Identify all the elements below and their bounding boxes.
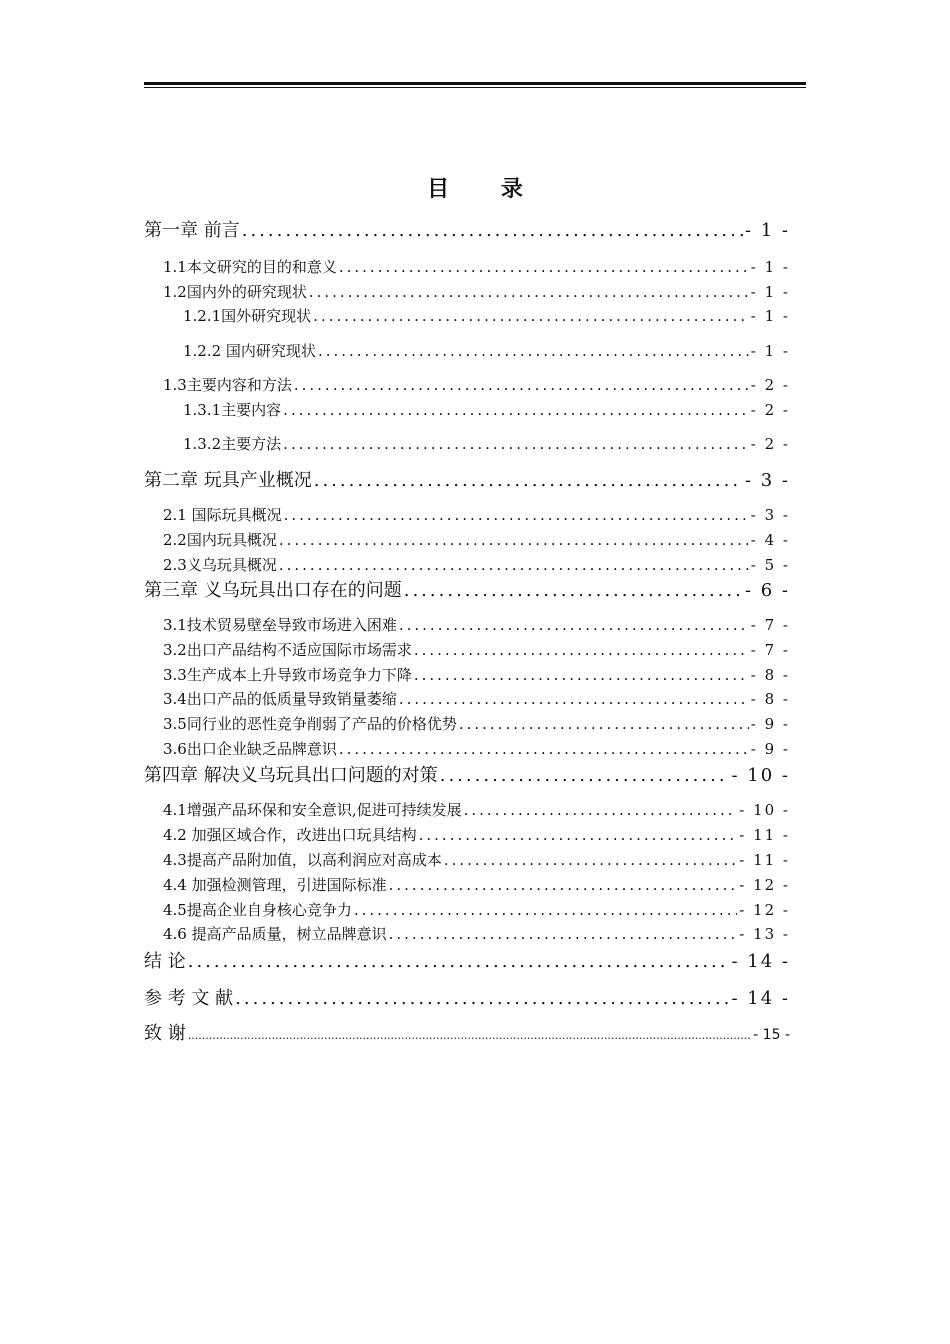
toc-entry-text: 参 考 文 献 [144, 988, 234, 1009]
toc-leader-dots [444, 851, 737, 869]
toc-entry-1-2[interactable] [163, 281, 790, 302]
toc-leader-dots [283, 401, 749, 419]
toc-entry-text: 3.6出口企业缺乏品牌意识 [163, 740, 337, 758]
toc-entry-page: - 13 - [739, 925, 790, 943]
toc-leader-dots [313, 307, 749, 325]
toc-entry-page: - 7 - [750, 616, 790, 634]
toc-entry-text: 4.1增强产品环保和安全意识,促进可持续发展 [163, 801, 462, 819]
toc-entry-references[interactable] [144, 984, 790, 1010]
toc-entry-4-6[interactable] [163, 923, 790, 944]
toc-entry-page: - 2 - [750, 435, 790, 453]
toc-entry-1-2-2[interactable] [183, 340, 790, 361]
toc-leader-dots [279, 531, 749, 549]
toc-entry-page: - 15 - [753, 1027, 790, 1043]
toc-entry-page: - 12 - [739, 901, 790, 919]
toc-entry-text: 第三章 义乌玩具出口存在的问题 [144, 580, 402, 601]
toc-leader-dots [419, 826, 738, 844]
toc-entry-page: - 2 - [750, 401, 790, 419]
toc-entry-page: - 12 - [739, 876, 790, 894]
toc-leader-dots [414, 641, 749, 659]
toc-entry-page: - 6 - [744, 580, 790, 601]
toc-leader-dots [188, 951, 730, 972]
toc-entry-text: 1.3主要内容和方法 [163, 376, 292, 394]
toc-leader-dots [339, 740, 749, 758]
toc-entry-text: 1.2.2 国内研究现状 [183, 342, 316, 360]
toc-entry-2-1[interactable] [163, 504, 790, 525]
toc-leader-dots [404, 580, 743, 601]
toc-entry-page: - 7 - [750, 641, 790, 659]
toc-entry-1-3[interactable] [163, 374, 790, 395]
toc-entry-3-6[interactable] [163, 738, 790, 759]
toc-entry-text: 1.3.2主要方法 [183, 435, 282, 453]
toc-entry-text: 2.3义乌玩具概况 [163, 556, 277, 574]
toc-entry-page: - 4 - [750, 531, 790, 549]
toc-entry-text: 3.1技术贸易壁垒导致市场进入困难 [163, 616, 397, 634]
toc-entry-4-2[interactable] [163, 824, 790, 845]
toc-entry-page: - 1 - [750, 258, 790, 276]
toc-leader-dots [188, 1029, 751, 1042]
toc-entry-text: 致 谢 [144, 1023, 186, 1044]
toc-leader-dots [339, 258, 749, 276]
toc-entry-page: - 1 - [750, 342, 790, 360]
toc-leader-dots [459, 715, 749, 733]
toc-entry-acknowledgements[interactable] [144, 1019, 790, 1045]
toc-entry-page: - 10 - [731, 765, 790, 786]
toc-entry-page: - 14 - [731, 988, 790, 1009]
toc-entry-text: 3.2出口产品结构不适应国际市场需求 [163, 641, 412, 659]
toc-entry-text: 4.3提高产品附加值，以高利润应对高成本 [163, 851, 442, 869]
toc-leader-dots [414, 666, 749, 684]
toc-entry-1-3-2[interactable] [183, 433, 790, 454]
toc-entry-text: 3.3生产成本上升导致市场竞争力下降 [163, 666, 412, 684]
toc-entry-text: 第四章 解决义乌玩具出口问题的对策 [144, 765, 438, 786]
toc-entry-page: - 3 - [750, 506, 790, 524]
toc-leader-dots [464, 801, 738, 819]
toc-entry-1-2-1[interactable] [183, 305, 790, 326]
toc-leader-dots [284, 506, 749, 524]
toc-entry-text: 第二章 玩具产业概况 [144, 470, 312, 491]
toc-entry-text: 2.1 国际玩具概况 [163, 506, 282, 524]
toc-entry-text: 3.5同行业的恶性竞争削弱了产品的价格优势 [163, 715, 457, 733]
toc-entry-page: - 8 - [750, 690, 790, 708]
toc-entry-text: 2.2国内玩具概况 [163, 531, 277, 549]
toc-leader-dots [318, 342, 749, 360]
toc-entry-text: 4.5提高企业自身核心竞争力 [163, 901, 352, 919]
toc-entry-page: - 3 - [744, 470, 790, 491]
toc-entry-text: 第一章 前言 [144, 220, 240, 241]
toc-entry-page: - 10 - [739, 801, 790, 819]
toc-entry-page: - 14 - [731, 951, 790, 972]
toc-entry-4-1[interactable] [163, 799, 790, 820]
toc-leader-dots [399, 690, 749, 708]
toc-entry-text: 4.2 加强区域合作，改进出口玩具结构 [163, 826, 417, 844]
toc-leader-dots [389, 925, 738, 943]
toc-leader-dots [283, 435, 749, 453]
toc-leader-dots [235, 988, 729, 1009]
toc-leader-dots [399, 616, 749, 634]
toc-entry-page: - 11 - [739, 851, 790, 869]
toc-entry-3-2[interactable] [163, 639, 790, 660]
toc-entry-page: - 5 - [750, 556, 790, 574]
toc-leader-dots [440, 765, 730, 786]
toc-entry-conclusion[interactable] [144, 947, 790, 973]
toc-entry-1-3-1[interactable] [183, 399, 790, 420]
toc-entry-4-5[interactable] [163, 899, 790, 920]
toc-entry-text: 1.3.1主要内容 [183, 401, 282, 419]
toc-entry-3-5[interactable] [163, 713, 790, 734]
toc-entry-page: - 2 - [750, 376, 790, 394]
toc-leader-dots [242, 220, 743, 241]
toc-leader-dots [314, 470, 743, 491]
toc-entry-chapter-3[interactable] [144, 576, 790, 602]
toc-leader-dots [309, 283, 749, 301]
toc-entry-4-3[interactable] [163, 849, 790, 870]
toc-entry-page: - 8 - [750, 666, 790, 684]
toc-entry-text: 1.1本文研究的目的和意义 [163, 258, 337, 276]
toc-entry-page: - 9 - [750, 715, 790, 733]
toc-leader-dots [294, 376, 749, 394]
toc-entry-chapter-1[interactable] [144, 216, 790, 242]
toc-entry-text: 1.2.1国外研究现状 [183, 307, 312, 325]
toc-entry-2-2[interactable] [163, 529, 790, 550]
toc-entry-chapter-4[interactable] [144, 761, 790, 787]
toc-entry-page: - 9 - [750, 740, 790, 758]
toc-entry-page: - 1 - [750, 283, 790, 301]
toc-entry-text: 结 论 [144, 951, 186, 972]
toc-entry-text: 3.4出口产品的低质量导致销量萎缩 [163, 690, 397, 708]
toc-entry-text: 4.4 加强检测管理，引进国际标准 [163, 876, 387, 894]
toc-entry-page: - 1 - [750, 307, 790, 325]
toc-entry-page: - 11 - [739, 826, 790, 844]
toc-entry-1-1[interactable] [163, 256, 790, 277]
toc-leader-dots [279, 556, 749, 574]
toc-entry-2-3[interactable] [163, 554, 790, 575]
toc-entry-page: - 1 - [744, 220, 790, 241]
toc-entry-chapter-2[interactable] [144, 466, 790, 492]
toc-title: 目 录 [427, 177, 545, 202]
toc-entry-3-4[interactable] [163, 688, 790, 709]
toc-entry-3-3[interactable] [163, 664, 790, 685]
toc-entry-text: 4.6 提高产品质量，树立品牌意识 [163, 925, 387, 943]
toc-entry-text: 1.2国内外的研究现状 [163, 283, 307, 301]
toc-entry-4-4[interactable] [163, 874, 790, 895]
toc-leader-dots [389, 876, 738, 894]
toc-leader-dots [354, 901, 737, 919]
toc-entry-3-1[interactable] [163, 614, 790, 635]
